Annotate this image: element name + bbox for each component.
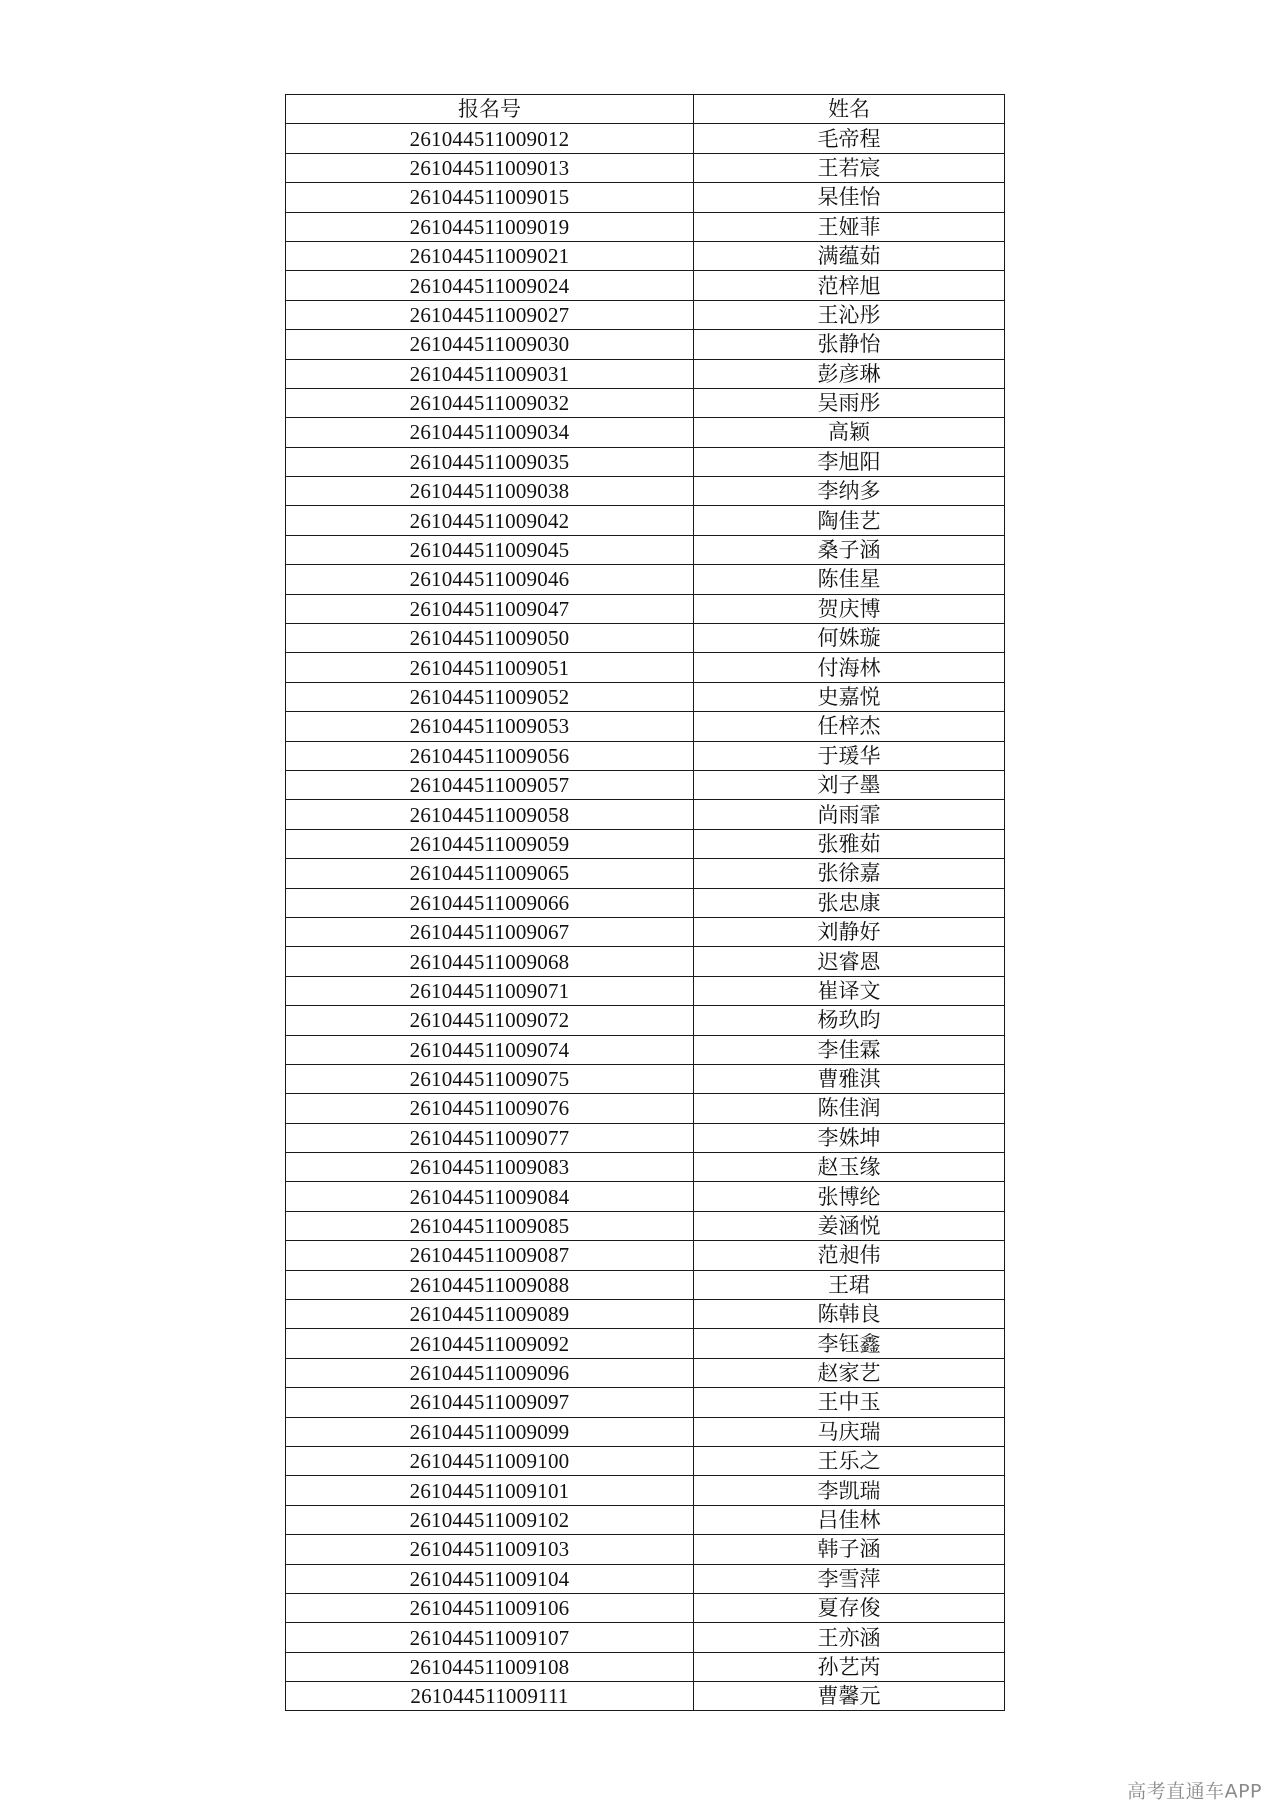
table-row [286, 888, 1005, 917]
name-cell: 张忠康 [694, 888, 1005, 917]
table-row [286, 682, 1005, 711]
table-row [286, 300, 1005, 329]
name-cell: 夏存俊 [694, 1593, 1005, 1622]
header-row [286, 95, 1005, 124]
table-row [286, 741, 1005, 770]
registration-number-cell: 261044511009108 [286, 1652, 694, 1681]
table-row [286, 1211, 1005, 1240]
watermark: 高考直通车APP [1127, 1780, 1262, 1803]
table-row [286, 359, 1005, 388]
name-cell: 范昶伟 [694, 1241, 1005, 1270]
registration-number-cell: 261044511009065 [286, 859, 694, 888]
registration-number-cell: 261044511009089 [286, 1300, 694, 1329]
name-cell: 高颖 [694, 418, 1005, 447]
name-cell: 付海林 [694, 653, 1005, 682]
table-row [286, 1388, 1005, 1417]
column-header-name: 姓名 [694, 95, 1005, 124]
name-cell: 王娅菲 [694, 212, 1005, 241]
table-row [286, 859, 1005, 888]
name-cell: 范梓旭 [694, 271, 1005, 300]
name-cell: 王沁彤 [694, 300, 1005, 329]
registration-number-cell: 261044511009051 [286, 653, 694, 682]
table-row [286, 1652, 1005, 1681]
registration-number-cell: 261044511009046 [286, 565, 694, 594]
name-cell: 李旭阳 [694, 447, 1005, 476]
registration-number-cell: 261044511009097 [286, 1388, 694, 1417]
registration-number-cell: 261044511009107 [286, 1623, 694, 1652]
table-row [286, 1417, 1005, 1446]
name-cell: 满蕴茹 [694, 241, 1005, 270]
name-cell: 贺庆博 [694, 594, 1005, 623]
registration-number-cell: 261044511009035 [286, 447, 694, 476]
registration-number-cell: 261044511009066 [286, 888, 694, 917]
registration-number-cell: 261044511009045 [286, 535, 694, 564]
registration-number-cell: 261044511009027 [286, 300, 694, 329]
table-row [286, 947, 1005, 976]
registration-number-cell: 261044511009058 [286, 800, 694, 829]
registration-number-cell: 261044511009072 [286, 1006, 694, 1035]
registration-number-cell: 261044511009031 [286, 359, 694, 388]
registration-number-cell: 261044511009034 [286, 418, 694, 447]
registration-number-cell: 261044511009038 [286, 477, 694, 506]
registration-number-cell: 261044511009015 [286, 183, 694, 212]
table-row [286, 1035, 1005, 1064]
registration-number-cell: 261044511009096 [286, 1358, 694, 1387]
table-row [286, 712, 1005, 741]
registration-number-cell: 261044511009012 [286, 124, 694, 153]
name-cell: 彭彦琳 [694, 359, 1005, 388]
name-cell: 毛帝程 [694, 124, 1005, 153]
table-row [286, 1270, 1005, 1299]
table-row [286, 535, 1005, 564]
registration-number-cell: 261044511009047 [286, 594, 694, 623]
table-row [286, 183, 1005, 212]
name-cell: 李佳霖 [694, 1035, 1005, 1064]
registration-number-cell: 261044511009067 [286, 917, 694, 946]
registration-number-cell: 261044511009057 [286, 770, 694, 799]
name-cell: 张雅茹 [694, 829, 1005, 858]
table-row [286, 1064, 1005, 1093]
registration-number-cell: 261044511009092 [286, 1329, 694, 1358]
table-row [286, 1094, 1005, 1123]
name-cell: 张博纶 [694, 1182, 1005, 1211]
table-row [286, 447, 1005, 476]
roster-table [285, 94, 1005, 1711]
table-row [286, 1535, 1005, 1564]
table-row [286, 1564, 1005, 1593]
name-cell: 韩子涵 [694, 1535, 1005, 1564]
registration-number-cell: 261044511009071 [286, 976, 694, 1005]
name-cell: 吕佳林 [694, 1505, 1005, 1534]
name-cell: 陶佳艺 [694, 506, 1005, 535]
registration-number-cell: 261044511009088 [286, 1270, 694, 1299]
table-row [286, 1006, 1005, 1035]
name-cell: 迟睿恩 [694, 947, 1005, 976]
registration-number-cell: 261044511009085 [286, 1211, 694, 1240]
registration-number-cell: 261044511009050 [286, 624, 694, 653]
name-cell: 李凯瑞 [694, 1476, 1005, 1505]
name-cell: 陈佳润 [694, 1094, 1005, 1123]
table-row [286, 800, 1005, 829]
registration-number-cell: 261044511009024 [286, 271, 694, 300]
registration-number-cell: 261044511009076 [286, 1094, 694, 1123]
name-cell: 姜涵悦 [694, 1211, 1005, 1240]
registration-number-cell: 261044511009068 [286, 947, 694, 976]
name-cell: 杨玖昀 [694, 1006, 1005, 1035]
table-row [286, 976, 1005, 1005]
table-row [286, 1505, 1005, 1534]
name-cell: 王珺 [694, 1270, 1005, 1299]
table-row [286, 271, 1005, 300]
name-cell: 崔译文 [694, 976, 1005, 1005]
table-row [286, 1682, 1005, 1711]
name-cell: 任梓杰 [694, 712, 1005, 741]
name-cell: 王亦涵 [694, 1623, 1005, 1652]
table-row [286, 1623, 1005, 1652]
table-row [286, 917, 1005, 946]
table-row [286, 212, 1005, 241]
table-row [286, 1182, 1005, 1211]
table-row [286, 1446, 1005, 1475]
table-row [286, 1476, 1005, 1505]
registration-number-cell: 261044511009100 [286, 1446, 694, 1475]
registration-number-cell: 261044511009104 [286, 1564, 694, 1593]
registration-number-cell: 261044511009053 [286, 712, 694, 741]
registration-number-cell: 261044511009102 [286, 1505, 694, 1534]
column-header-registration-number: 报名号 [286, 95, 694, 124]
table-header [286, 95, 1005, 124]
registration-number-cell: 261044511009056 [286, 741, 694, 770]
table-row [286, 124, 1005, 153]
name-cell: 李钰鑫 [694, 1329, 1005, 1358]
registration-number-cell: 261044511009077 [286, 1123, 694, 1152]
registration-number-cell: 261044511009106 [286, 1593, 694, 1622]
registration-number-cell: 261044511009075 [286, 1064, 694, 1093]
name-cell: 张静怡 [694, 330, 1005, 359]
name-cell: 陈韩良 [694, 1300, 1005, 1329]
table-row [286, 388, 1005, 417]
name-cell: 王中玉 [694, 1388, 1005, 1417]
registration-number-cell: 261044511009084 [286, 1182, 694, 1211]
table-row [286, 770, 1005, 799]
name-cell: 吴雨彤 [694, 388, 1005, 417]
table-row [286, 477, 1005, 506]
table-row [286, 653, 1005, 682]
name-cell: 王若宸 [694, 153, 1005, 182]
table-row [286, 1593, 1005, 1622]
table-row [286, 1358, 1005, 1387]
registration-number-cell: 261044511009111 [286, 1682, 694, 1711]
name-cell: 史嘉悦 [694, 682, 1005, 711]
name-cell: 马庆瑞 [694, 1417, 1005, 1446]
name-cell: 赵玉缘 [694, 1153, 1005, 1182]
registration-number-cell: 261044511009019 [286, 212, 694, 241]
registration-number-cell: 261044511009042 [286, 506, 694, 535]
table-body [286, 124, 1005, 1711]
name-cell: 刘子墨 [694, 770, 1005, 799]
registration-number-cell: 261044511009013 [286, 153, 694, 182]
name-cell: 赵家艺 [694, 1358, 1005, 1387]
registration-number-cell: 261044511009021 [286, 241, 694, 270]
table-row [286, 241, 1005, 270]
name-cell: 刘静好 [694, 917, 1005, 946]
registration-number-cell: 261044511009030 [286, 330, 694, 359]
name-cell: 李纳多 [694, 477, 1005, 506]
registration-number-cell: 261044511009101 [286, 1476, 694, 1505]
name-cell: 张徐嘉 [694, 859, 1005, 888]
name-cell: 曹馨元 [694, 1682, 1005, 1711]
name-cell: 李姝坤 [694, 1123, 1005, 1152]
table-row [286, 565, 1005, 594]
table-row [286, 624, 1005, 653]
registration-number-cell: 261044511009032 [286, 388, 694, 417]
name-cell: 曹雅淇 [694, 1064, 1005, 1093]
name-cell: 于瑗华 [694, 741, 1005, 770]
name-cell: 王乐之 [694, 1446, 1005, 1475]
table-row [286, 1241, 1005, 1270]
registration-number-cell: 261044511009083 [286, 1153, 694, 1182]
table-row [286, 1329, 1005, 1358]
registration-number-cell: 261044511009059 [286, 829, 694, 858]
name-cell: 尚雨霏 [694, 800, 1005, 829]
name-cell: 陈佳星 [694, 565, 1005, 594]
name-cell: 何姝璇 [694, 624, 1005, 653]
table-row [286, 506, 1005, 535]
table-row [286, 1153, 1005, 1182]
table-row [286, 594, 1005, 623]
registration-number-cell: 261044511009087 [286, 1241, 694, 1270]
name-cell: 李雪萍 [694, 1564, 1005, 1593]
table-row [286, 829, 1005, 858]
name-cell: 桑子涵 [694, 535, 1005, 564]
registration-number-cell: 261044511009074 [286, 1035, 694, 1064]
registration-number-cell: 261044511009099 [286, 1417, 694, 1446]
name-cell: 孙艺芮 [694, 1652, 1005, 1681]
table-row [286, 418, 1005, 447]
table-row [286, 153, 1005, 182]
registration-number-cell: 261044511009103 [286, 1535, 694, 1564]
table-row [286, 1300, 1005, 1329]
name-cell: 杲佳怡 [694, 183, 1005, 212]
registration-number-cell: 261044511009052 [286, 682, 694, 711]
table-row [286, 1123, 1005, 1152]
table-row [286, 330, 1005, 359]
